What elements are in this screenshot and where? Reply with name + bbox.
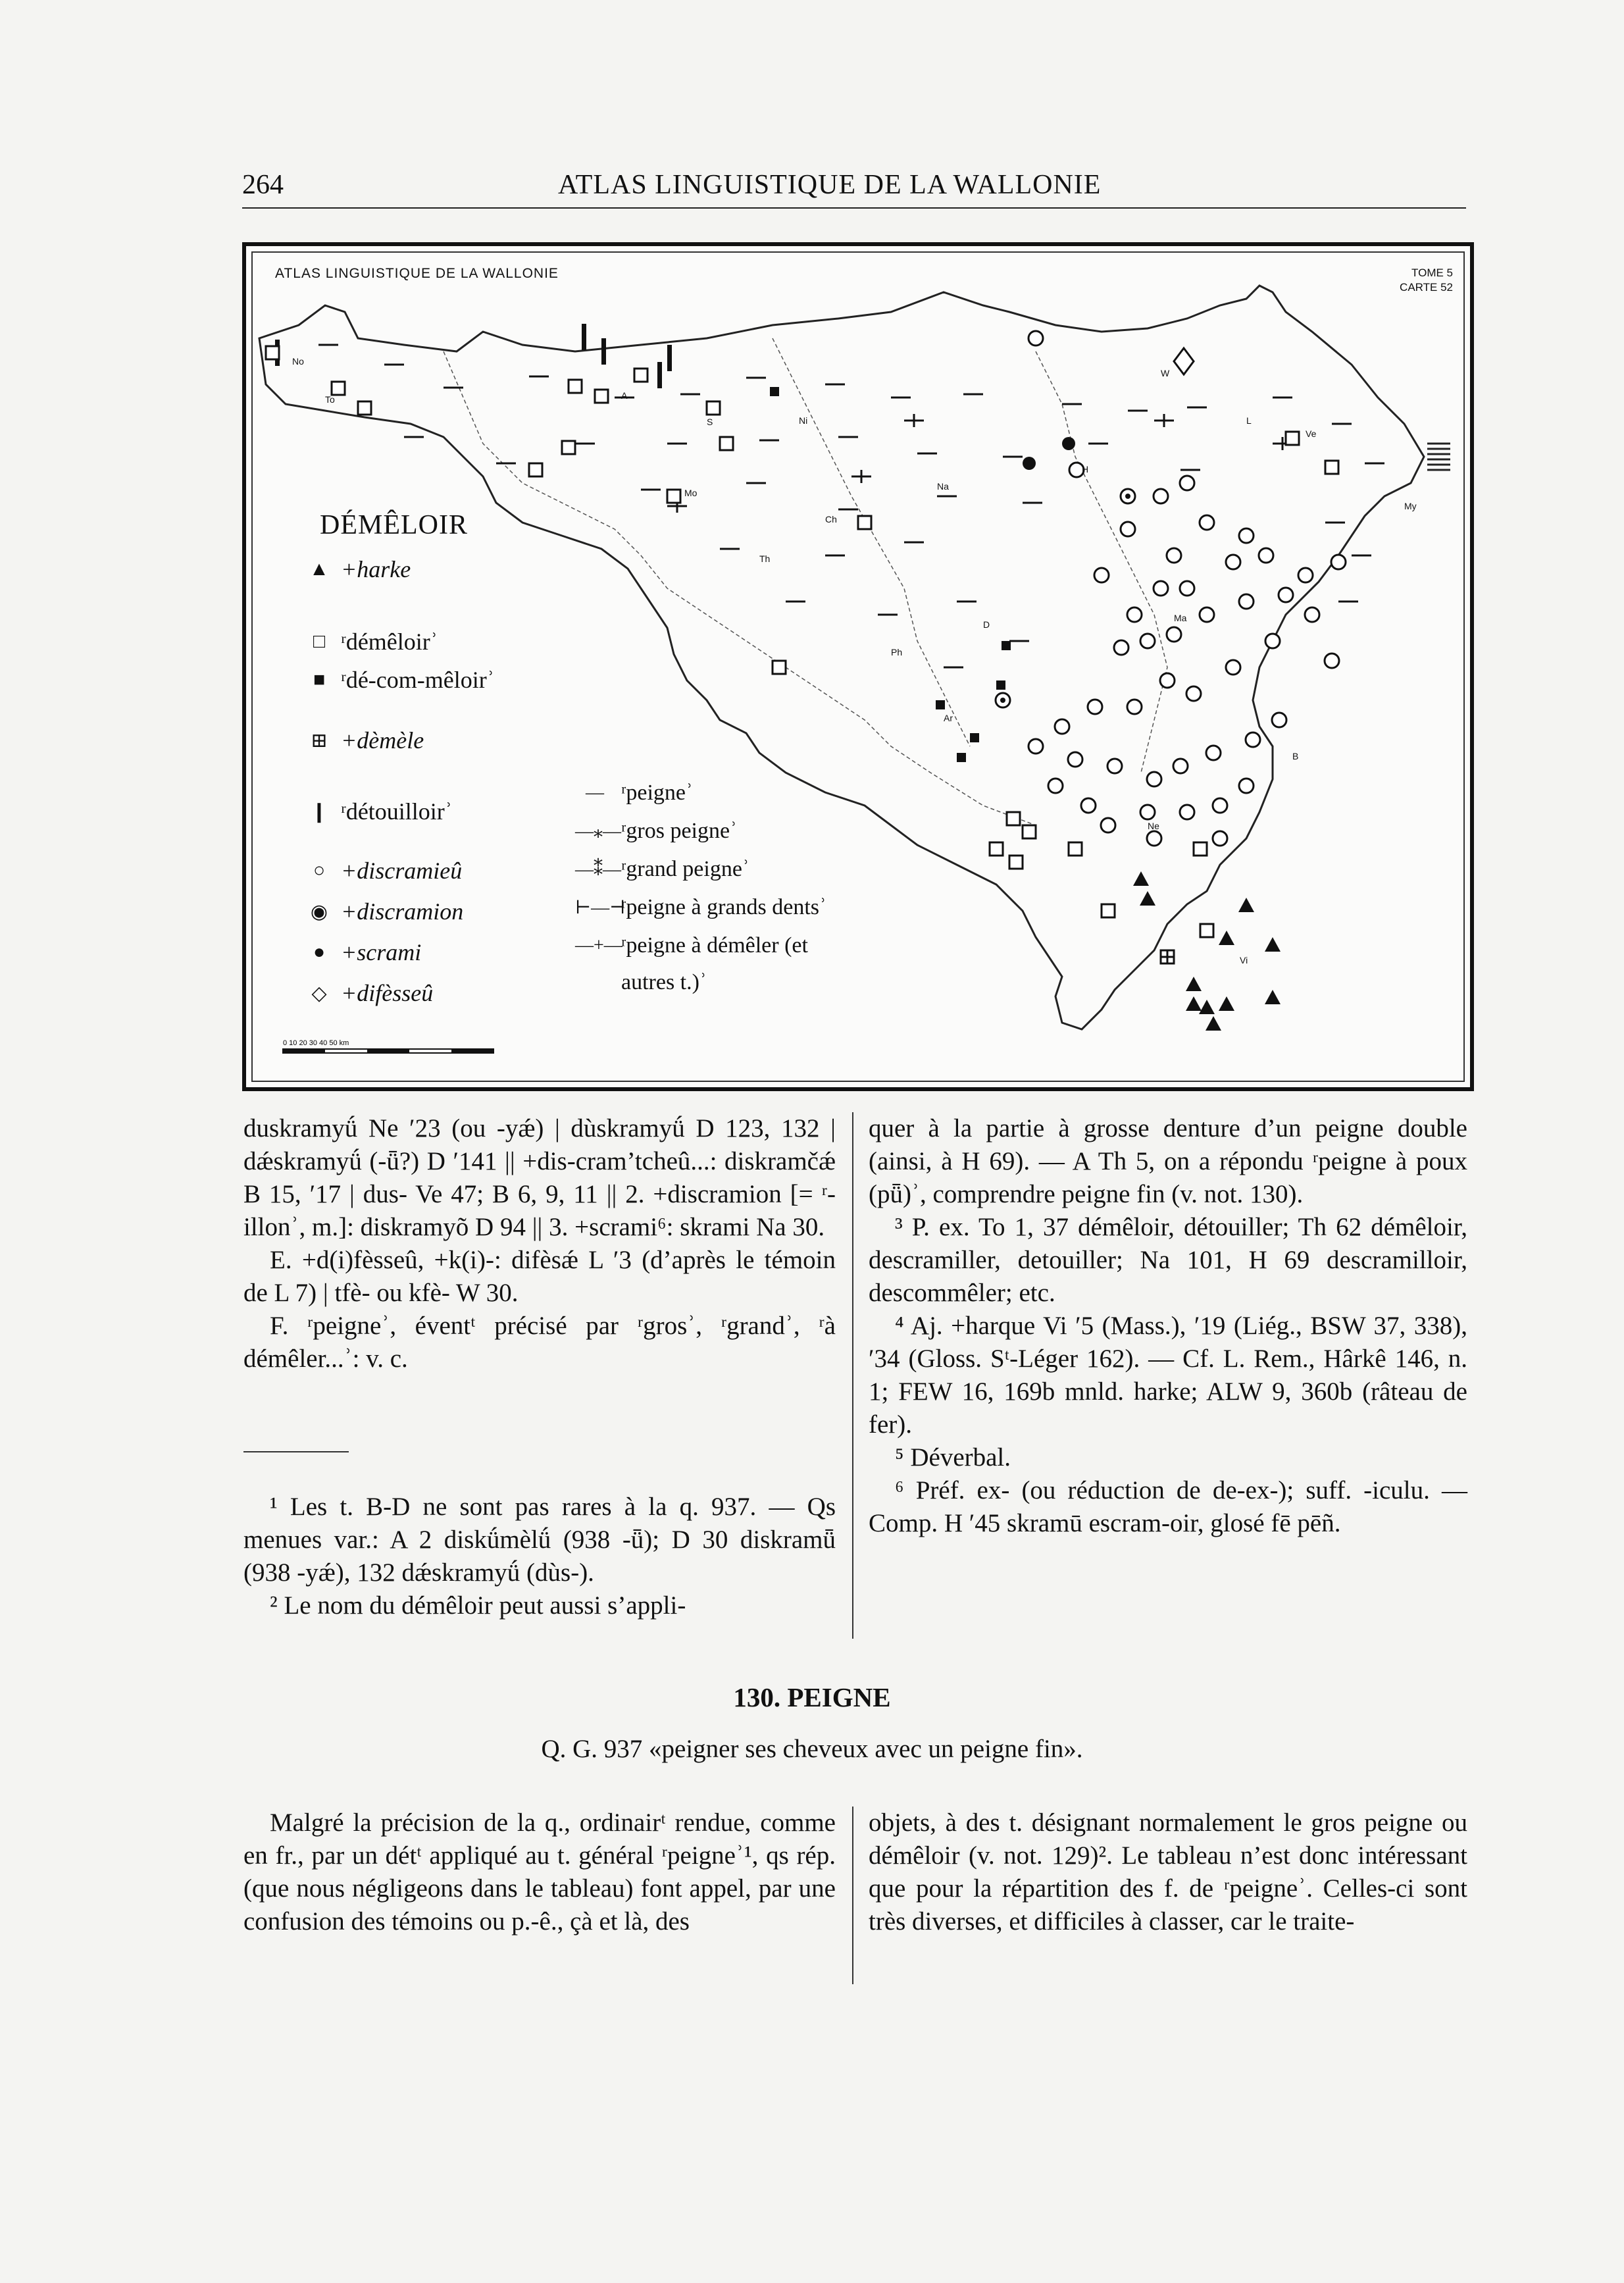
region-label: Ch (825, 514, 837, 525)
legend-label: ʳdétouilloirʾ (341, 798, 453, 825)
legend-difesseu (305, 979, 433, 1007)
region-label: Ve (1306, 428, 1317, 439)
paragraph: E. +d(i)fèsseû, +k(i)-: difèsǽ L ′3 (d’après le témoin de L 7) | tfè- ou kfè- W 30. (243, 1246, 836, 1307)
legend-label: ʳdé-com-mêloirʾ (341, 667, 495, 693)
legend-demeloir (305, 628, 438, 655)
legend-label: +scrami (341, 939, 422, 965)
dialect-boundary (773, 338, 970, 746)
region-label: Ma (1174, 613, 1187, 623)
footnote-rule (243, 1451, 349, 1452)
legend-de-com-meloir (305, 666, 495, 694)
bar-icon: ❙ (311, 800, 328, 823)
region-label: W (1161, 368, 1170, 378)
legend-peigne-grands-dents (575, 895, 826, 920)
detouilloir-marks (275, 324, 672, 388)
legend-grand-peigne (575, 857, 749, 882)
section-title: 130. PEIGNE (733, 1682, 891, 1712)
legend-scrami (305, 938, 421, 966)
region-label: Ne (1148, 821, 1159, 831)
footnote: ¹ Les t. B-D ne sont pas rares à la q. 937. — Qs menues var.: A 2 diskǘmèlǘ (938 -ǖ); D 30 diskramǖ (938 -yǽ), 132 dǽskramyǘ (dùs-). (243, 1493, 836, 1587)
paragraph: objets, à des t. désignant normalement le gros peigne ou démêloir (v. not. 129)². Le tableau n’est donc intéressant que pour la répartition des f. de ʳpeigneʾ. Celles-ci sont très diverses, et difficiles à classer, car le traite- (869, 1808, 1467, 1936)
footnote: ³ P. ex. To 1, 37 démêloir, détouiller; Th 62 démêloir, descramiller, detouiller; Na 101, H 69 descramilloir, descommêler; etc. (869, 1213, 1467, 1307)
scale-bar (283, 1039, 494, 1053)
legend-label: ʳgrand peigneʾ (621, 857, 750, 881)
circle-icon: ○ (313, 859, 326, 881)
paragraph: duskramyǘ Ne ′23 (ou -yǽ) | dùskramyǘ D 123, 132 | dǽskramyǘ (-ǖ?) D ′141 || +dis-cram’tcheû...: diskramčǽ B 15, ′17 | dus- Ve 47; B 6, 9, 11 || 2. +discramion [= ʳ-illonʾ, m.]: diskramyõ D 94 || 3. +scrami⁶: skrami Na 30. (243, 1114, 836, 1241)
paragraph: Malgré la précision de la q., ordinairᵗ rendue, comme en fr., par un détᵗ appliqué au t. général ʳpeigneʾ¹, qs rép. (que nous négligeons dans le tableau) font appel, par une confusion des témoins ou p.-ê., çà et là, des (243, 1808, 836, 1936)
legend-detouilloir (305, 798, 453, 825)
bracket-line-icon: ⊢—⊣ (575, 898, 626, 918)
region-label: B (1292, 751, 1299, 761)
legend-label: +difèsseû (341, 980, 434, 1006)
running-title: ATLAS LINGUISTIQUE DE LA WALLONIE (558, 170, 1102, 200)
map-carte: CARTE 52 (1400, 281, 1453, 294)
paragraph: quer à la partie à grosse denture d’un peigne double (ainsi, à H 69). — A Th 5, on a répondu ʳpeigne à poux (pǖ)ʾ, comprendre peigne fin (v. not. 130). (869, 1114, 1467, 1208)
legend-label: ʳpeigne à démêler (et (621, 933, 808, 958)
region-label: Ph (891, 647, 903, 657)
region-label: Ni (799, 415, 808, 426)
region-label: L (1246, 415, 1252, 426)
demele-mark (1161, 950, 1174, 963)
dotted-circle-icon: ◉ (310, 900, 328, 923)
region-label: Vi (1240, 955, 1248, 965)
border-hatching (1427, 444, 1450, 470)
legend-peigne-a-demeler (575, 933, 808, 958)
page-header (242, 168, 1466, 209)
bottom-left-column (243, 1807, 836, 1938)
region-label: D (983, 619, 990, 630)
region-label: Na (937, 481, 949, 492)
legend-harke (305, 555, 411, 583)
diamond-icon: ◇ (311, 982, 327, 1004)
map-drawing (246, 246, 1462, 1079)
peigne-marks (318, 345, 1384, 667)
page-number: 264 (242, 170, 284, 200)
peigne-a-demeler-marks (667, 414, 1292, 513)
legend-label: ʳpeigne à grands dentsʾ (621, 895, 827, 919)
region-label: No (292, 356, 304, 367)
legend-demele (305, 727, 424, 754)
discramion-marks (996, 489, 1135, 707)
legend-label: autres t.)ʾ (621, 970, 707, 994)
legend-discramion (305, 898, 463, 925)
region-label: Mo (684, 488, 698, 498)
dash-icon: — (586, 782, 604, 803)
legend-label: +harke (341, 556, 411, 582)
scrami-marks (1023, 437, 1075, 470)
legend-label: ʳdémêloirʾ (341, 628, 438, 655)
legend-label: +discramieû (341, 858, 463, 884)
paragraph: F. ʳpeigneʾ, éventᵗ précisé par ʳgrosʾ, ʳgrandʾ, ʳà démêler...ʾ: v. c. (243, 1312, 836, 1373)
region-label: S (707, 417, 713, 427)
region-label: Ar (944, 713, 953, 723)
footnote: ² Le nom du démêloir peut aussi s’appli- (270, 1591, 686, 1620)
harke-marks (1133, 871, 1281, 1031)
gros-peigne-icon: —⁎— (575, 821, 621, 842)
region-label: H (1082, 464, 1089, 475)
legend-peigne (575, 781, 693, 806)
column-divider (852, 1807, 853, 1984)
boxed-plus-icon: ⊞ (311, 729, 328, 752)
legend-discramieu (305, 857, 462, 885)
legend-peigne-a-demeler-cont (575, 970, 707, 995)
cross-line-icon: —+— (575, 935, 622, 956)
bottom-right-column (869, 1807, 1467, 1938)
map-tome: TOME 5 (1411, 267, 1453, 279)
difesseu-mark (1174, 348, 1194, 374)
legend-label: +dèmèle (341, 727, 424, 754)
scale-label: 0 10 20 30 40 50 km (283, 1039, 349, 1047)
filled-circle-icon: ● (313, 941, 326, 963)
dialect-boundary (444, 351, 1036, 825)
legend-gros-peigne (575, 819, 737, 844)
section-question: Q. G. 937 «peigner ses cheveux avec un peigne fin». (541, 1735, 1083, 1763)
filled-square-icon: ■ (313, 669, 326, 690)
legend-label: ʳgros peigneʾ (621, 819, 738, 843)
legend-label: +discramion (341, 898, 464, 925)
footnote: ⁶ Préf. ex- (ou réduction de de-ex-); suff. -iculu. — Comp. H ′45 skramū escram-oir, glosé fē pēñ. (869, 1476, 1467, 1537)
de-com-meloir-marks (770, 387, 1011, 762)
map-heading: DÉMÊLOIR (320, 510, 468, 540)
right-column (869, 1112, 1467, 1540)
left-footnotes (243, 1491, 836, 1622)
region-label: My (1404, 501, 1417, 511)
grand-peigne-icon: —⁑— (575, 859, 621, 880)
map-atlas-label: ATLAS LINGUISTIQUE DE LA WALLONIE (275, 266, 559, 281)
region-label: Th (759, 553, 771, 564)
triangle-icon: ▲ (309, 558, 329, 580)
region-label: A (621, 390, 628, 401)
footnote: ⁴ Aj. +harque Vi ′5 (Mass.), ′19 (Liég., BSW 37, 338), ′34 (Gloss. Sᵗ-Léger 162). — Cf. L. Rem., Hârkê 146, n. 1; FEW 16, 169b mnld. harke; ALW 9, 360b (râteau de fer). (869, 1312, 1467, 1439)
map-figure (242, 242, 1474, 1091)
square-icon: □ (313, 630, 326, 652)
legend-label: ʳpeigneʾ (621, 781, 694, 805)
column-divider (852, 1112, 853, 1639)
region-label: To (325, 394, 335, 405)
footnote: ⁵ Déverbal. (895, 1443, 1011, 1472)
left-column (243, 1112, 836, 1375)
